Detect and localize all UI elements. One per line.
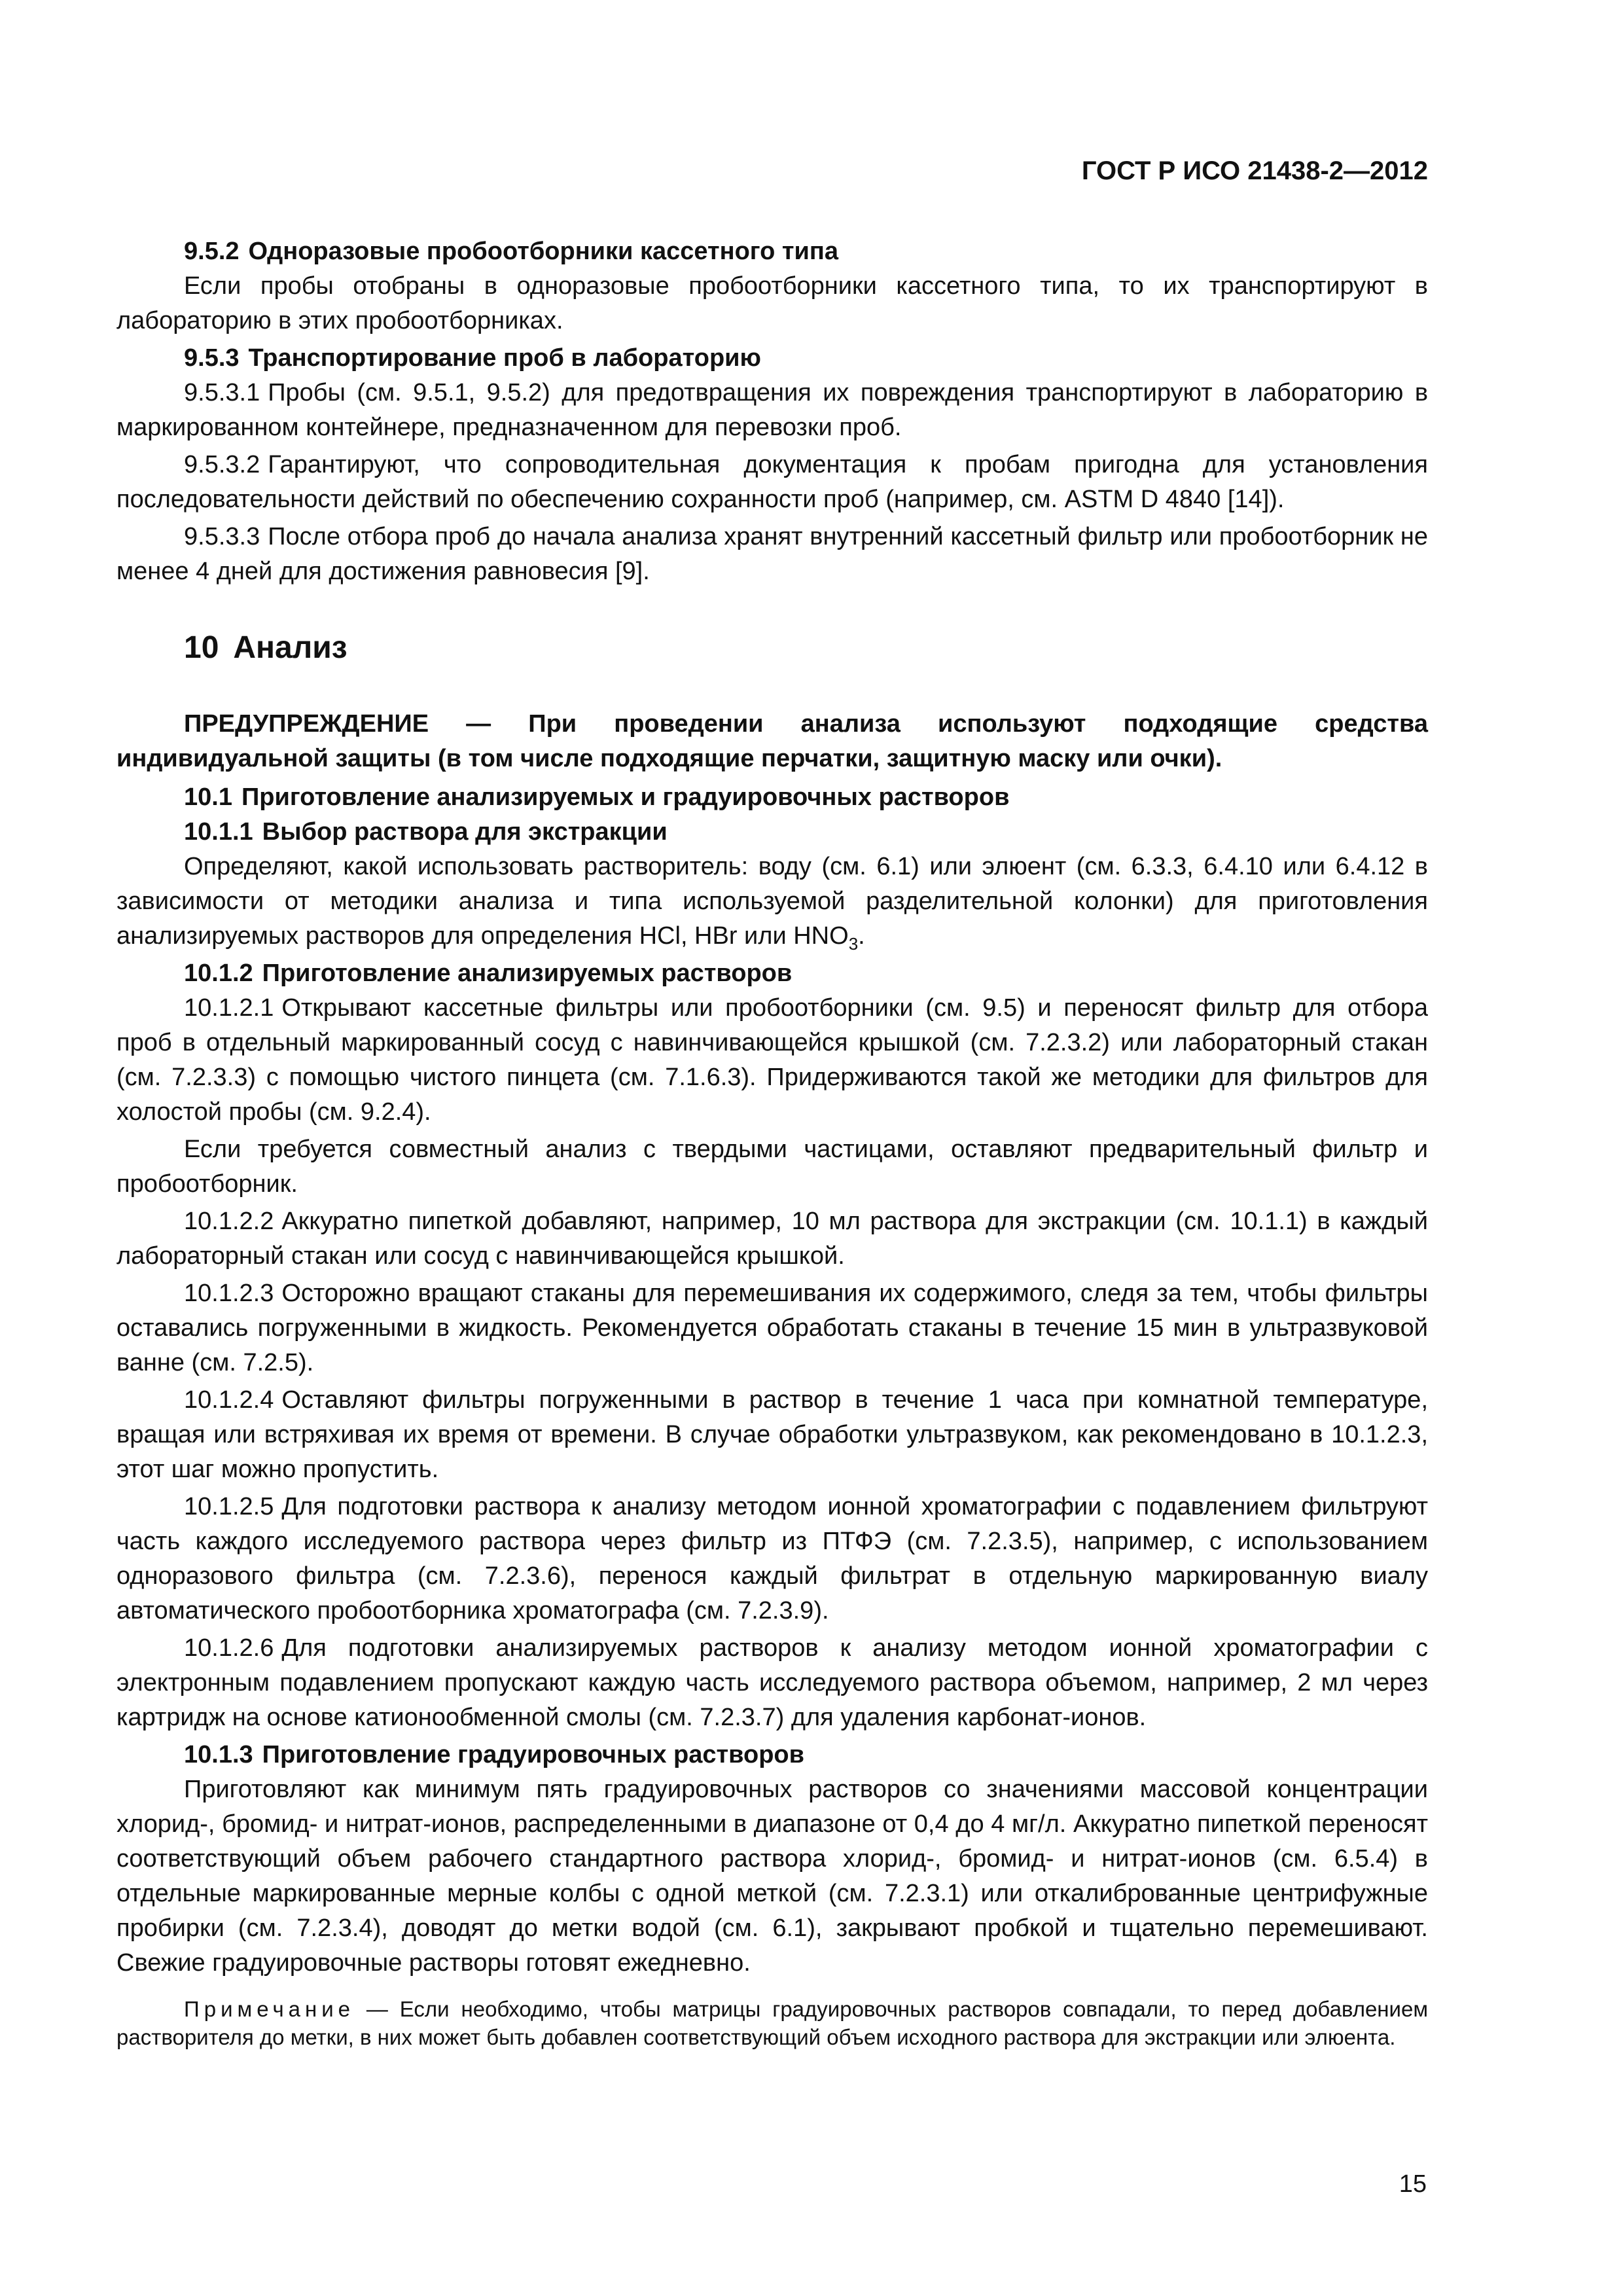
clause-text: Гарантируют, что сопроводительная документация к пробам пригодна для установления последовательности действий по обеспечению сохранности проб (например, см. ASTM D 4840 [14]). bbox=[116, 451, 1428, 513]
document-header: ГОСТ Р ИСО 21438-2—2012 bbox=[1081, 156, 1428, 185]
paragraph-10-1-2-4 bbox=[116, 1383, 1428, 1487]
section-title: Выбор раствора для экстракции bbox=[262, 818, 668, 846]
warning-text: ПРЕДУПРЕЖДЕНИЕ — При проведении анализа используют подходящие средства индивидуальной защиты (в том числе подходящие перчатки, защитную маску или очки). bbox=[116, 710, 1428, 772]
paragraph-10-1-2-6 bbox=[116, 1631, 1428, 1735]
document-body bbox=[116, 234, 1428, 2073]
subscript: 3 bbox=[848, 934, 859, 954]
paragraph-10-1-2-3 bbox=[116, 1276, 1428, 1380]
section-number: 9.5.3 bbox=[184, 344, 240, 372]
chapter-title: Анализ bbox=[233, 630, 348, 665]
chapter-heading-10 bbox=[184, 628, 1428, 668]
section-heading-10-1-2 bbox=[184, 956, 1428, 991]
paragraph-10-1-2-5 bbox=[116, 1490, 1428, 1628]
clause-number: 9.5.3.1 bbox=[184, 379, 260, 406]
clause-number: 10.1.2.5 bbox=[184, 1493, 274, 1520]
section-heading-10-1 bbox=[184, 780, 1428, 815]
section-number: 10.1 bbox=[184, 783, 232, 811]
clause-number: 10.1.2.2 bbox=[184, 1208, 274, 1235]
clause-text: Для подготовки раствора к анализу методом ионной хроматографии с подавлением фильтруют часть каждого исследуемого раствора через фильтр из ПТФЭ (см. 7.2.3.5), например, с использованием одноразового фильтра (см. 7.2.3.6), перенося каждый фильтрат в отдельную маркированную виалу автоматического пробоотборника хроматографа (см. 7.2.3.9). bbox=[116, 1493, 1428, 1624]
clause-number: 10.1.2.4 bbox=[184, 1386, 274, 1414]
section-title: Приготовление анализируемых и градуировочных растворов bbox=[241, 783, 1010, 811]
section-title: Одноразовые пробоотборники кассетного типа bbox=[248, 238, 838, 265]
paragraph-9-5-3-3 bbox=[116, 520, 1428, 589]
section-number: 10.1.2 bbox=[184, 960, 253, 987]
section-number: 10.1.1 bbox=[184, 818, 253, 846]
paragraph-9-5-3-2 bbox=[116, 448, 1428, 517]
paragraph-10-1-3: Приготовляют как минимум пять градуировочных растворов со значениями массовой концентрации хлорид-, бромид- и нитрат-ионов, распределенными в диапазоне от 0,4 до 4 мг/л. Аккуратно пипеткой переносят соответствующий объем рабочего стандартного раствора хлорид-, бромид- и нитрат-ионов (см. 6.5.4) в отдельные маркированные мерные колбы с одной меткой (см. 7.2.3.1) или откалиброванные центрифужные пробирки (см. 7.2.3.4), доводят до метки водой (см. 6.1), закрывают пробкой и тщательно перемешивают. Свежие градуировочные растворы готовят ежедневно. bbox=[116, 1776, 1428, 1977]
section-number: 10.1.3 bbox=[184, 1741, 253, 1768]
paragraph-10-1-2-1 bbox=[116, 991, 1428, 1130]
clause-number: 9.5.3.2 bbox=[184, 451, 260, 478]
paragraph-10-1-2-1-b: Если требуется совместный анализ с твердыми частицами, оставляют предварительный фильтр и пробоотборник. bbox=[116, 1136, 1428, 1198]
section-title: Приготовление градуировочных растворов bbox=[262, 1741, 804, 1768]
note bbox=[116, 1995, 1428, 2051]
clause-text: После отбора проб до начала анализа хранят внутренний кассетный фильтр или пробоотборник не менее 4 дней для достижения равновесия [9]. bbox=[116, 523, 1428, 585]
clause-text: Пробы (см. 9.5.1, 9.5.2) для предотвращения их повреждения транспортируют в лабораторию в маркированном контейнере, предназначенном для перевозки проб. bbox=[116, 379, 1428, 441]
paragraph-10-1-1 bbox=[116, 850, 1428, 954]
clause-text: Аккуратно пипеткой добавляют, например, 10 мл раствора для экстракции (см. 10.1.1) в каждый лабораторный стакан или сосуд с навинчивающейся крышкой. bbox=[116, 1208, 1428, 1270]
clause-number: 9.5.3.3 bbox=[184, 523, 260, 550]
section-title: Транспортирование проб в лабораторию bbox=[248, 344, 761, 372]
clause-number: 10.1.2.1 bbox=[184, 994, 274, 1022]
clause-number: 10.1.2.6 bbox=[184, 1634, 274, 1662]
note-text: — Если необходимо, чтобы матрицы градуировочных растворов совпадали, то перед добавлением растворителя до метки, в них может быть добавлен соответствующий объем исходного раствора для экстракции или элюента. bbox=[116, 1997, 1429, 2049]
paragraph-10-1-2-2 bbox=[116, 1204, 1428, 1274]
section-heading-10-1-3 bbox=[184, 1738, 1428, 1772]
section-number: 9.5.2 bbox=[184, 238, 240, 265]
paragraph-tail: . bbox=[858, 922, 865, 950]
clause-text: Для подготовки анализируемых растворов к анализу методом ионной хроматографии с электронным подавлением пропускают каждую часть исследуемого раствора объемом, например, 2 мл через картридж на основе катионообменной смолы (см. 7.2.3.7) для удаления карбонат-ионов. bbox=[116, 1634, 1428, 1731]
page-number: 15 bbox=[1399, 2170, 1427, 2198]
section-heading-10-1-1 bbox=[184, 815, 1428, 850]
paragraph-9-5-3-1 bbox=[116, 376, 1428, 445]
section-heading-9-5-2 bbox=[184, 234, 1428, 269]
paragraph: Если пробы отобраны в одноразовые пробоотборники кассетного типа, то их транспортируют в лабораторию в этих пробоотборниках. bbox=[116, 272, 1428, 334]
section-title: Приготовление анализируемых растворов bbox=[262, 960, 793, 987]
section-heading-9-5-3 bbox=[184, 341, 1428, 376]
note-label: Примечание bbox=[184, 1997, 355, 2021]
clause-number: 10.1.2.3 bbox=[184, 1280, 274, 1307]
paragraph-text: Определяют, какой использовать растворитель: воду (см. 6.1) или элюент (см. 6.3.3, 6.4.10 или 6.4.12 в зависимости от методики анализа и типа используемой разделительной колонки) для приготовления анализируемых растворов для определения HCl, HBr или HNO bbox=[116, 853, 1428, 950]
clause-text: Открывают кассетные фильтры или пробоотборники (см. 9.5) и переносят фильтр для отбора проб в отдельный маркированный сосуд с навинчивающейся крышкой (см. 7.2.3.2) или лабораторный стакан (см. 7.2.3.3) с помощью чистого пинцета (см. 7.1.6.3). Придерживаются такой же методики для фильтров для холостой пробы (см. 9.2.4). bbox=[116, 994, 1428, 1126]
clause-text: Оставляют фильтры погруженными в раствор в течение 1 часа при комнатной температуре, вращая или встряхивая их время от времени. В случае обработки ультразвуком, как рекомендовано в 10.1.2.3, этот шаг можно пропустить. bbox=[116, 1386, 1428, 1483]
clause-text: Осторожно вращают стаканы для перемешивания их содержимого, следя за тем, чтобы фильтры оставались погруженными в жидкость. Рекомендуется обработать стаканы в течение 15 мин в ультразвуковой ванне (см. 7.2.5). bbox=[116, 1280, 1428, 1376]
chapter-number: 10 bbox=[184, 630, 219, 665]
